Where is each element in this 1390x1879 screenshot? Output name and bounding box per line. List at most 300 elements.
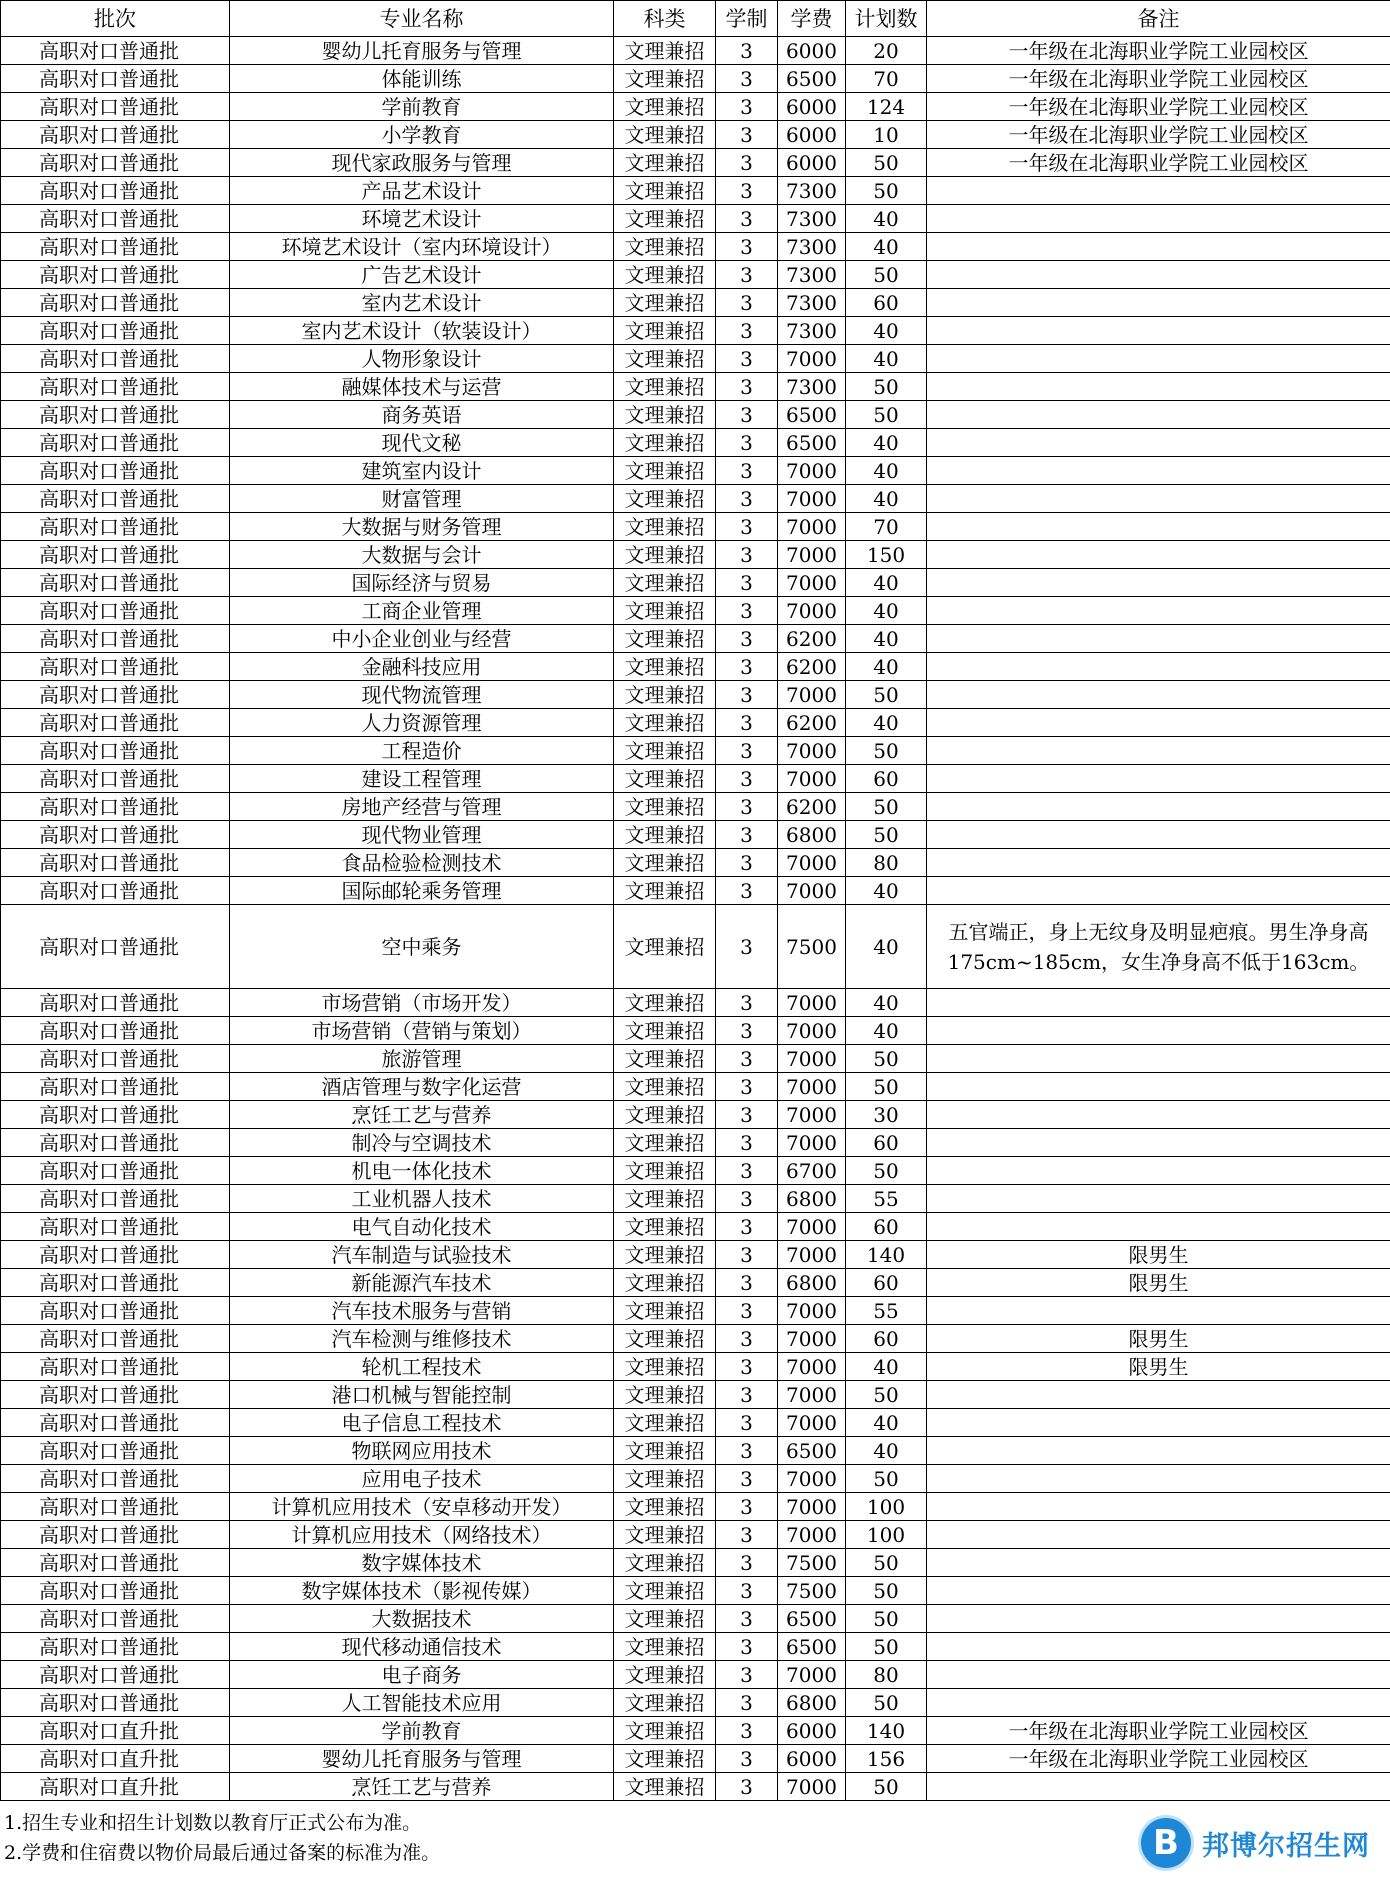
cell-category: 文理兼招 <box>614 989 716 1017</box>
cell-batch: 高职对口普通批 <box>1 1101 230 1129</box>
cell-tuition: 6800 <box>778 821 846 849</box>
cell-duration: 3 <box>716 65 778 93</box>
cell-duration: 3 <box>716 1185 778 1213</box>
cell-quota: 40 <box>846 905 927 989</box>
cell-note <box>927 1633 1390 1661</box>
cell-note: 一年级在北海职业学院工业园校区 <box>927 93 1390 121</box>
header-duration: 学制 <box>716 1 778 37</box>
cell-major: 婴幼儿托育服务与管理 <box>230 37 614 65</box>
cell-batch: 高职对口普通批 <box>1 1493 230 1521</box>
cell-note <box>927 541 1390 569</box>
table-row <box>1 905 1390 989</box>
cell-tuition: 7000 <box>778 681 846 709</box>
cell-category: 文理兼招 <box>614 541 716 569</box>
cell-tuition: 7300 <box>778 233 846 261</box>
cell-quota: 50 <box>846 1157 927 1185</box>
cell-tuition: 7000 <box>778 569 846 597</box>
cell-batch: 高职对口普通批 <box>1 513 230 541</box>
cell-category: 文理兼招 <box>614 597 716 625</box>
cell-category: 文理兼招 <box>614 289 716 317</box>
cell-major: 数字媒体技术（影视传媒） <box>230 1577 614 1605</box>
cell-category: 文理兼招 <box>614 1297 716 1325</box>
cell-duration: 3 <box>716 1633 778 1661</box>
cell-category: 文理兼招 <box>614 1521 716 1549</box>
cell-batch: 高职对口直升批 <box>1 1745 230 1773</box>
cell-tuition: 7300 <box>778 205 846 233</box>
cell-note: 限男生 <box>927 1241 1390 1269</box>
cell-category: 文理兼招 <box>614 1549 716 1577</box>
header-remarks: 备注 <box>927 1 1390 37</box>
cell-tuition: 7300 <box>778 177 846 205</box>
table-row <box>1 261 1390 289</box>
footnote-1: 1.招生专业和招生计划数以教育厅正式公布为准。 <box>4 1812 422 1834</box>
cell-major: 市场营销（营销与策划） <box>230 1017 614 1045</box>
cell-tuition: 7500 <box>778 1577 846 1605</box>
cell-note <box>927 1605 1390 1633</box>
cell-major: 学前教育 <box>230 1717 614 1745</box>
cell-quota: 50 <box>846 149 927 177</box>
cell-batch: 高职对口普通批 <box>1 1633 230 1661</box>
cell-note <box>927 457 1390 485</box>
cell-category: 文理兼招 <box>614 457 716 485</box>
cell-note <box>927 1045 1390 1073</box>
cell-tuition: 6000 <box>778 121 846 149</box>
cell-quota: 80 <box>846 849 927 877</box>
cell-duration: 3 <box>716 1325 778 1353</box>
table-row <box>1 541 1390 569</box>
cell-note <box>927 429 1390 457</box>
cell-note <box>927 569 1390 597</box>
cell-tuition: 7000 <box>778 485 846 513</box>
cell-tuition: 7300 <box>778 261 846 289</box>
cell-batch: 高职对口普通批 <box>1 1213 230 1241</box>
cell-quota: 10 <box>846 121 927 149</box>
cell-quota: 40 <box>846 877 927 905</box>
cell-note <box>927 793 1390 821</box>
cell-batch: 高职对口普通批 <box>1 681 230 709</box>
table-row <box>1 1101 1390 1129</box>
table-row <box>1 1241 1390 1269</box>
cell-tuition: 6500 <box>778 401 846 429</box>
cell-batch: 高职对口普通批 <box>1 793 230 821</box>
cell-batch: 高职对口普通批 <box>1 1381 230 1409</box>
cell-batch: 高职对口普通批 <box>1 1297 230 1325</box>
cell-category: 文理兼招 <box>614 569 716 597</box>
table-row <box>1 1745 1390 1773</box>
cell-note <box>927 1129 1390 1157</box>
cell-note <box>927 1297 1390 1325</box>
cell-tuition: 7000 <box>778 1661 846 1689</box>
cell-batch: 高职对口普通批 <box>1 1129 230 1157</box>
cell-batch: 高职对口普通批 <box>1 1353 230 1381</box>
cell-category: 文理兼招 <box>614 37 716 65</box>
cell-tuition: 6800 <box>778 1185 846 1213</box>
cell-batch: 高职对口普通批 <box>1 1073 230 1101</box>
cell-major: 工业机器人技术 <box>230 1185 614 1213</box>
cell-duration: 3 <box>716 1353 778 1381</box>
cell-quota: 50 <box>846 261 927 289</box>
cell-note: 一年级在北海职业学院工业园校区 <box>927 1745 1390 1773</box>
cell-batch: 高职对口普通批 <box>1 989 230 1017</box>
table-row <box>1 233 1390 261</box>
cell-tuition: 7300 <box>778 289 846 317</box>
table-row <box>1 793 1390 821</box>
cell-quota: 50 <box>846 1605 927 1633</box>
cell-tuition: 7300 <box>778 317 846 345</box>
cell-tuition: 7000 <box>778 457 846 485</box>
cell-category: 文理兼招 <box>614 1437 716 1465</box>
footnote-2: 2.学费和住宿费以物价局最后通过备案的标准为准。 <box>4 1842 441 1864</box>
table-row <box>1 821 1390 849</box>
cell-tuition: 7000 <box>778 1325 846 1353</box>
cell-tuition: 7000 <box>778 989 846 1017</box>
cell-duration: 3 <box>716 1577 778 1605</box>
cell-note <box>927 513 1390 541</box>
cell-quota: 40 <box>846 597 927 625</box>
table-row <box>1 429 1390 457</box>
cell-tuition: 6000 <box>778 1745 846 1773</box>
cell-duration: 3 <box>716 541 778 569</box>
cell-duration: 3 <box>716 1437 778 1465</box>
cell-batch: 高职对口普通批 <box>1 1689 230 1717</box>
cell-quota: 60 <box>846 1129 927 1157</box>
cell-major: 大数据与会计 <box>230 541 614 569</box>
table-row <box>1 877 1390 905</box>
cell-tuition: 6800 <box>778 1689 846 1717</box>
table-row <box>1 709 1390 737</box>
cell-batch: 高职对口普通批 <box>1 821 230 849</box>
cell-major: 计算机应用技术（安卓移动开发） <box>230 1493 614 1521</box>
cell-major: 汽车制造与试验技术 <box>230 1241 614 1269</box>
cell-category: 文理兼招 <box>614 1213 716 1241</box>
cell-major: 人物形象设计 <box>230 345 614 373</box>
cell-quota: 40 <box>846 457 927 485</box>
cell-duration: 3 <box>716 1129 778 1157</box>
cell-quota: 55 <box>846 1297 927 1325</box>
cell-duration: 3 <box>716 793 778 821</box>
cell-duration: 3 <box>716 849 778 877</box>
cell-duration: 3 <box>716 1073 778 1101</box>
cell-quota: 100 <box>846 1521 927 1549</box>
cell-duration: 3 <box>716 1409 778 1437</box>
cell-quota: 50 <box>846 681 927 709</box>
table-row <box>1 989 1390 1017</box>
cell-tuition: 7000 <box>778 1409 846 1437</box>
cell-batch: 高职对口普通批 <box>1 1577 230 1605</box>
table-row <box>1 121 1390 149</box>
cell-quota: 40 <box>846 233 927 261</box>
cell-category: 文理兼招 <box>614 65 716 93</box>
cell-category: 文理兼招 <box>614 233 716 261</box>
cell-major: 空中乘务 <box>230 905 614 989</box>
cell-tuition: 6200 <box>778 653 846 681</box>
cell-note <box>927 261 1390 289</box>
cell-batch: 高职对口普通批 <box>1 149 230 177</box>
cell-duration: 3 <box>716 1717 778 1745</box>
cell-note <box>927 877 1390 905</box>
cell-major: 现代移动通信技术 <box>230 1633 614 1661</box>
cell-batch: 高职对口普通批 <box>1 289 230 317</box>
cell-major: 国际经济与贸易 <box>230 569 614 597</box>
cell-major: 大数据与财务管理 <box>230 513 614 541</box>
cell-quota: 50 <box>846 1073 927 1101</box>
cell-batch: 高职对口普通批 <box>1 401 230 429</box>
cell-note <box>927 317 1390 345</box>
cell-major: 烹饪工艺与营养 <box>230 1773 614 1801</box>
cell-batch: 高职对口普通批 <box>1 65 230 93</box>
cell-quota: 40 <box>846 1409 927 1437</box>
cell-tuition: 7000 <box>778 1213 846 1241</box>
cell-major: 现代物业管理 <box>230 821 614 849</box>
cell-duration: 3 <box>716 821 778 849</box>
cell-tuition: 6500 <box>778 429 846 457</box>
cell-category: 文理兼招 <box>614 1157 716 1185</box>
cell-quota: 100 <box>846 1493 927 1521</box>
cell-major: 食品检验检测技术 <box>230 849 614 877</box>
cell-quota: 50 <box>846 1381 927 1409</box>
cell-tuition: 7000 <box>778 765 846 793</box>
cell-duration: 3 <box>716 569 778 597</box>
cell-note <box>927 653 1390 681</box>
cell-tuition: 7000 <box>778 1045 846 1073</box>
cell-quota: 40 <box>846 485 927 513</box>
cell-quota: 140 <box>846 1717 927 1745</box>
cell-tuition: 6000 <box>778 37 846 65</box>
table-row <box>1 1381 1390 1409</box>
table-row <box>1 1129 1390 1157</box>
cell-batch: 高职对口普通批 <box>1 1045 230 1073</box>
cell-quota: 40 <box>846 709 927 737</box>
cell-duration: 3 <box>716 1241 778 1269</box>
cell-batch: 高职对口普通批 <box>1 625 230 653</box>
cell-quota: 156 <box>846 1745 927 1773</box>
cell-duration: 3 <box>716 205 778 233</box>
cell-tuition: 7000 <box>778 877 846 905</box>
cell-category: 文理兼招 <box>614 345 716 373</box>
table-row <box>1 1549 1390 1577</box>
table-row <box>1 149 1390 177</box>
cell-duration: 3 <box>716 233 778 261</box>
cell-tuition: 7500 <box>778 1549 846 1577</box>
cell-tuition: 7000 <box>778 513 846 541</box>
table-row <box>1 1605 1390 1633</box>
cell-batch: 高职对口普通批 <box>1 597 230 625</box>
table-row <box>1 1353 1390 1381</box>
cell-quota: 50 <box>846 737 927 765</box>
cell-major: 现代家政服务与管理 <box>230 149 614 177</box>
cell-tuition: 6000 <box>778 149 846 177</box>
cell-category: 文理兼招 <box>614 1101 716 1129</box>
cell-major: 商务英语 <box>230 401 614 429</box>
table-row <box>1 1409 1390 1437</box>
cell-note <box>927 989 1390 1017</box>
cell-batch: 高职对口普通批 <box>1 1185 230 1213</box>
cell-note <box>927 1157 1390 1185</box>
cell-note <box>927 345 1390 373</box>
cell-batch: 高职对口普通批 <box>1 1269 230 1297</box>
cell-tuition: 6200 <box>778 793 846 821</box>
cell-category: 文理兼招 <box>614 737 716 765</box>
cell-batch: 高职对口普通批 <box>1 1661 230 1689</box>
cell-tuition: 6800 <box>778 1269 846 1297</box>
cell-quota: 20 <box>846 37 927 65</box>
cell-category: 文理兼招 <box>614 177 716 205</box>
cell-duration: 3 <box>716 1521 778 1549</box>
cell-category: 文理兼招 <box>614 1717 716 1745</box>
cell-category: 文理兼招 <box>614 93 716 121</box>
table-row <box>1 1773 1390 1801</box>
header-category: 科类 <box>614 1 716 37</box>
cell-major: 室内艺术设计 <box>230 289 614 317</box>
cell-duration: 3 <box>716 93 778 121</box>
cell-quota: 40 <box>846 989 927 1017</box>
cell-note <box>927 485 1390 513</box>
cell-category: 文理兼招 <box>614 1577 716 1605</box>
cell-note: 限男生 <box>927 1353 1390 1381</box>
cell-note <box>927 1549 1390 1577</box>
cell-quota: 40 <box>846 569 927 597</box>
cell-tuition: 6500 <box>778 1605 846 1633</box>
cell-batch: 高职对口普通批 <box>1 37 230 65</box>
cell-category: 文理兼招 <box>614 317 716 345</box>
cell-category: 文理兼招 <box>614 1633 716 1661</box>
cell-major: 电子信息工程技术 <box>230 1409 614 1437</box>
cell-note <box>927 1577 1390 1605</box>
cell-tuition: 7000 <box>778 1521 846 1549</box>
table-row <box>1 457 1390 485</box>
cell-quota: 60 <box>846 289 927 317</box>
cell-note <box>927 737 1390 765</box>
cell-batch: 高职对口普通批 <box>1 905 230 989</box>
cell-batch: 高职对口普通批 <box>1 1409 230 1437</box>
cell-category: 文理兼招 <box>614 401 716 429</box>
cell-tuition: 7000 <box>778 597 846 625</box>
cell-category: 文理兼招 <box>614 1129 716 1157</box>
cell-duration: 3 <box>716 653 778 681</box>
cell-duration: 3 <box>716 1689 778 1717</box>
cell-note <box>927 597 1390 625</box>
cell-note <box>927 821 1390 849</box>
cell-major: 体能训练 <box>230 65 614 93</box>
table-row <box>1 1269 1390 1297</box>
cell-batch: 高职对口普通批 <box>1 541 230 569</box>
cell-duration: 3 <box>716 1297 778 1325</box>
cell-quota: 50 <box>846 177 927 205</box>
cell-quota: 50 <box>846 821 927 849</box>
table-row <box>1 401 1390 429</box>
table-row <box>1 1213 1390 1241</box>
cell-major: 人工智能技术应用 <box>230 1689 614 1717</box>
cell-major: 市场营销（市场开发） <box>230 989 614 1017</box>
table-row <box>1 177 1390 205</box>
cell-category: 文理兼招 <box>614 149 716 177</box>
cell-tuition: 7000 <box>778 1073 846 1101</box>
table-row <box>1 1633 1390 1661</box>
cell-note <box>927 1073 1390 1101</box>
cell-major: 计算机应用技术（网络技术） <box>230 1521 614 1549</box>
cell-note <box>927 1773 1390 1801</box>
cell-duration: 3 <box>716 905 778 989</box>
cell-category: 文理兼招 <box>614 121 716 149</box>
cell-category: 文理兼招 <box>614 877 716 905</box>
cell-major: 机电一体化技术 <box>230 1157 614 1185</box>
cell-duration: 3 <box>716 513 778 541</box>
cell-tuition: 6500 <box>778 1633 846 1661</box>
cell-duration: 3 <box>716 1381 778 1409</box>
cell-duration: 3 <box>716 373 778 401</box>
cell-note <box>927 1465 1390 1493</box>
cell-quota: 124 <box>846 93 927 121</box>
table-row <box>1 765 1390 793</box>
table-row <box>1 1437 1390 1465</box>
cell-quota: 60 <box>846 1213 927 1241</box>
cell-note <box>927 1521 1390 1549</box>
cell-category: 文理兼招 <box>614 1017 716 1045</box>
cell-category: 文理兼招 <box>614 429 716 457</box>
cell-duration: 3 <box>716 737 778 765</box>
table-row <box>1 289 1390 317</box>
cell-note <box>927 401 1390 429</box>
cell-tuition: 6200 <box>778 625 846 653</box>
cell-batch: 高职对口普通批 <box>1 429 230 457</box>
cell-tuition: 6700 <box>778 1157 846 1185</box>
cell-batch: 高职对口普通批 <box>1 569 230 597</box>
cell-batch: 高职对口普通批 <box>1 1605 230 1633</box>
cell-note <box>927 373 1390 401</box>
cell-duration: 3 <box>716 1157 778 1185</box>
table-row <box>1 1493 1390 1521</box>
cell-quota: 70 <box>846 513 927 541</box>
cell-duration: 3 <box>716 597 778 625</box>
cell-duration: 3 <box>716 457 778 485</box>
cell-category: 文理兼招 <box>614 793 716 821</box>
cell-tuition: 7000 <box>778 1297 846 1325</box>
cell-tuition: 7000 <box>778 849 846 877</box>
cell-note <box>927 1689 1390 1717</box>
cell-quota: 50 <box>846 1773 927 1801</box>
cell-major: 现代文秘 <box>230 429 614 457</box>
table-row <box>1 681 1390 709</box>
table-row <box>1 1577 1390 1605</box>
logo-b-icon: B <box>1138 1815 1194 1871</box>
cell-major: 融媒体技术与运营 <box>230 373 614 401</box>
cell-batch: 高职对口普通批 <box>1 373 230 401</box>
cell-tuition: 6200 <box>778 709 846 737</box>
cell-note: 限男生 <box>927 1269 1390 1297</box>
cell-quota: 40 <box>846 625 927 653</box>
cell-category: 文理兼招 <box>614 1465 716 1493</box>
cell-note <box>927 1017 1390 1045</box>
cell-duration: 3 <box>716 121 778 149</box>
table-row <box>1 1521 1390 1549</box>
table-row <box>1 1717 1390 1745</box>
cell-major: 汽车技术服务与营销 <box>230 1297 614 1325</box>
cell-duration: 3 <box>716 681 778 709</box>
cell-duration: 3 <box>716 1773 778 1801</box>
cell-batch: 高职对口普通批 <box>1 765 230 793</box>
cell-major: 建筑室内设计 <box>230 457 614 485</box>
cell-quota: 50 <box>846 1577 927 1605</box>
cell-major: 新能源汽车技术 <box>230 1269 614 1297</box>
table-row <box>1 1157 1390 1185</box>
cell-note: 一年级在北海职业学院工业园校区 <box>927 149 1390 177</box>
cell-major: 烹饪工艺与营养 <box>230 1101 614 1129</box>
cell-batch: 高职对口普通批 <box>1 177 230 205</box>
cell-tuition: 7000 <box>778 1465 846 1493</box>
cell-batch: 高职对口普通批 <box>1 849 230 877</box>
cell-quota: 60 <box>846 765 927 793</box>
cell-batch: 高职对口普通批 <box>1 1521 230 1549</box>
